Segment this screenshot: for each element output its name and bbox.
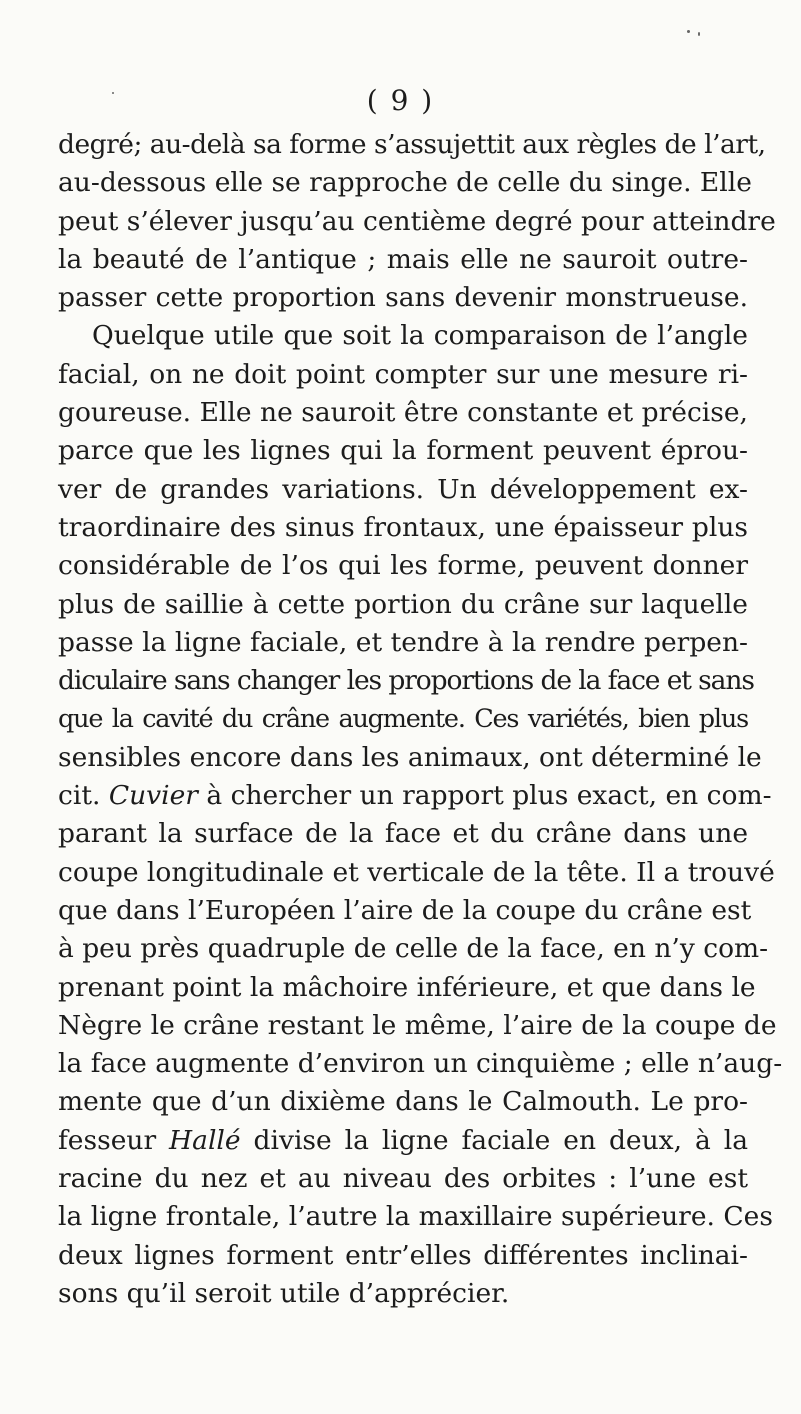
text-segment: sons qu’il seroit utile d’apprécier. xyxy=(58,1277,510,1309)
text-line xyxy=(58,164,752,202)
text-line xyxy=(58,394,748,432)
text-line xyxy=(58,317,748,355)
text-segment: au-dessous elle se rapproche de celle du singe. Elle xyxy=(58,167,752,199)
text-line xyxy=(58,1198,773,1236)
text-segment: que la cavité du crâne augmente. Ces variétés, bien plus xyxy=(58,704,748,735)
text-line xyxy=(58,1045,783,1083)
text-line xyxy=(58,586,748,624)
text-line xyxy=(58,1160,748,1198)
italic-name: Hallé xyxy=(169,1124,241,1156)
body-text xyxy=(58,126,783,1313)
text-segment: ver de grandes variations. Un développement ex- xyxy=(58,473,748,505)
page-number: ( 9 ) xyxy=(366,84,435,117)
text-line xyxy=(58,509,748,547)
text-segment: coupe longitudinale et verticale de la tête. Il a trouvé xyxy=(58,856,775,888)
text-line xyxy=(58,279,748,317)
paper-speck xyxy=(112,92,114,94)
paper-speck xyxy=(687,30,690,33)
text-segment: Quelque utile que soit la comparaison de l’angle xyxy=(92,320,748,352)
text-segment: goureuse. Elle ne sauroit être constante et précise, xyxy=(58,397,748,429)
text-line xyxy=(58,777,772,815)
text-line xyxy=(58,930,769,968)
text-segment: la ligne frontale, l’autre la maxillaire supérieure. Ces xyxy=(58,1201,773,1233)
text-segment: cit. xyxy=(58,780,109,812)
text-segment: prenant point la mâchoire inférieure, et que dans le xyxy=(58,971,756,1003)
text-line xyxy=(58,1007,777,1045)
text-line xyxy=(58,1122,748,1160)
text-line xyxy=(58,892,752,930)
text-line xyxy=(58,739,762,777)
text-line xyxy=(58,547,748,585)
text-segment: fesseur xyxy=(58,1124,170,1156)
text-segment: Nègre le crâne restant le même, l’aire de la coupe de xyxy=(58,1009,777,1041)
text-line xyxy=(58,700,748,738)
text-line xyxy=(58,1083,748,1121)
text-line xyxy=(58,126,766,164)
text-line xyxy=(58,432,748,470)
italic-name: Cuvier xyxy=(108,780,198,812)
text-line xyxy=(58,815,748,853)
text-segment: sensibles encore dans les animaux, ont déterminé le xyxy=(58,741,762,773)
text-line xyxy=(58,241,748,279)
text-line xyxy=(58,1275,748,1313)
text-segment: deux lignes forment entr’elles différentes inclinai- xyxy=(58,1239,748,1271)
text-line xyxy=(58,1237,748,1275)
text-segment: racine du nez et au niveau des orbites : l’une est xyxy=(58,1163,748,1195)
text-segment: diculaire sans changer les proportions de la face et sans xyxy=(58,665,754,697)
text-segment: la face augmente d’environ un cinquième ; elle n’aug- xyxy=(58,1048,783,1080)
text-segment: plus de saillie à cette portion du crâne sur laquelle xyxy=(58,588,748,620)
text-line xyxy=(58,356,748,394)
text-segment: à peu près quadruple de celle de la face, en n’y com- xyxy=(58,933,769,965)
text-segment: passe la ligne faciale, et tendre à la rendre perpen- xyxy=(58,626,748,658)
text-segment: peut s’élever jusqu’au centième degré pour atteindre xyxy=(58,205,776,237)
text-line xyxy=(58,662,754,700)
text-line xyxy=(58,471,748,509)
text-segment: passer cette proportion sans devenir monstrueuse. xyxy=(58,282,748,314)
text-segment: à chercher un rapport plus exact, en com- xyxy=(197,780,772,812)
paper-speck xyxy=(698,32,700,36)
text-segment: la beauté de l’antique ; mais elle ne sauroit outre- xyxy=(58,243,748,275)
text-segment: degré; au-delà sa forme s’assujettit aux règles de l’art, xyxy=(58,129,766,160)
text-segment: divise la ligne faciale en deux, à la xyxy=(240,1124,748,1156)
text-segment: mente que d’un dixième dans le Calmouth. Le pro- xyxy=(58,1086,748,1118)
text-line xyxy=(58,969,756,1007)
text-line xyxy=(58,624,748,662)
text-segment: parce que les lignes qui la forment peuvent éprou- xyxy=(58,435,748,467)
text-line xyxy=(58,854,775,892)
text-segment: traordinaire des sinus frontaux, une épaisseur plus xyxy=(58,511,748,543)
text-line xyxy=(58,203,776,241)
text-segment: considérable de l’os qui les forme, peuvent donner xyxy=(58,550,748,582)
text-segment: que dans l’Européen l’aire de la coupe du crâne est xyxy=(58,894,752,926)
text-segment: parant la surface de la face et du crâne dans une xyxy=(58,818,748,850)
text-segment: facial, on ne doit point compter sur une mesure ri- xyxy=(58,358,748,390)
